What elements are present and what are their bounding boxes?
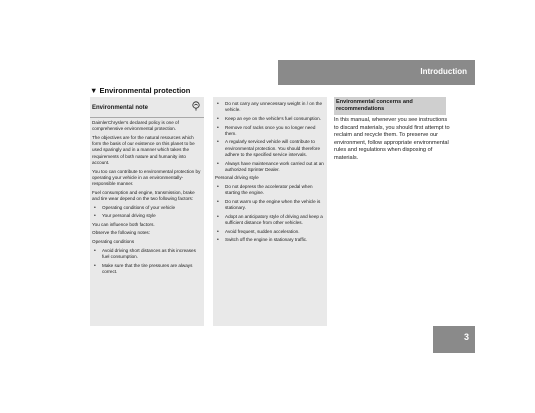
environment-icon [191,101,201,111]
concerns-heading-box [334,97,446,115]
driving-bullet: • Do not warm up the engine when the vehicle is stationary. [215,199,325,212]
subheading-operating-conditions: Operating conditions [92,239,135,245]
environmental-note-continued [213,97,327,326]
factor-bullet: • Operating conditions of your vehicle [92,205,202,211]
note-title: Environmental note [92,105,149,111]
environmental-note-box [90,97,204,326]
note-paragraph: DaimlerChrysler’s declared policy is one of comprehensive environmental protection. [92,120,179,132]
driving-bullet: • Avoid frequent, sudden acceleration. [215,229,325,235]
operating-bullet: • Always have maintenance work carried out at an authorized Sprinter Dealer. [215,161,325,174]
operating-bullet: • Keep an eye on the vehicle’s fuel consumption. [215,116,325,122]
operating-bullet: • Remove roof racks once you no longer need them. [215,125,325,138]
note-body [92,120,202,278]
driving-bullet: • Adopt an anticipatory style of driving and keep a sufficient distance from other vehicles. [215,214,325,227]
factor-bullet: • Your personal driving style [92,213,202,219]
driving-bullet: • Switch off the engine in stationary traffic. [215,237,325,243]
operating-bullet: • Do not carry any unnecessary weight in / on the vehicle. [215,101,325,114]
note-paragraph: Observe the following notes: [92,230,150,236]
page-number-box [433,326,475,353]
note-paragraph: You can influence both factors. [92,221,155,227]
note-paragraph: You too can contribute to environmental protection by operating your vehicle in an environmentally-responsible manner. [92,168,201,187]
note-paragraph: Fuel consumption and engine, transmission, brake and tire wear depend on the two following factors: [92,189,195,201]
chapter-header-bar [278,60,475,85]
note-paragraph: The objectives are for the natural resources which form the basis of our existence on this planet to be used sparingly and in a manner which takes the requirements of both nature and humanity into account. [92,134,195,165]
subheading-driving-style: Personal driving style [215,175,259,181]
concerns-heading: Environmental concerns and recommendations [336,99,413,112]
operating-bullet: • A regularly serviced vehicle will contribute to environmental protection. You should therefore adhere to the specified service intervals. [215,139,325,158]
driving-bullet: • Do not depress the accelerator pedal when starting the engine. [215,184,325,197]
operating-bullet: • Make sure that the tire pressures are always correct. [92,263,202,276]
chapter-title: Introduction [420,67,467,76]
note-divider [90,117,204,118]
concerns-body: In this manual, whenever you see instructions to discard materials, you should first attempt to reclaim and recycle them. To preserve our environment, follow appropriate environmental rules and regulations when disposing of materials. [334,117,450,161]
note-continued-body [215,101,325,246]
page-number: 3 [463,332,469,342]
operating-bullet: • Avoid driving short distances as this increases fuel consumption. [92,248,202,261]
section-heading: ▼ Environmental protection [90,86,191,95]
